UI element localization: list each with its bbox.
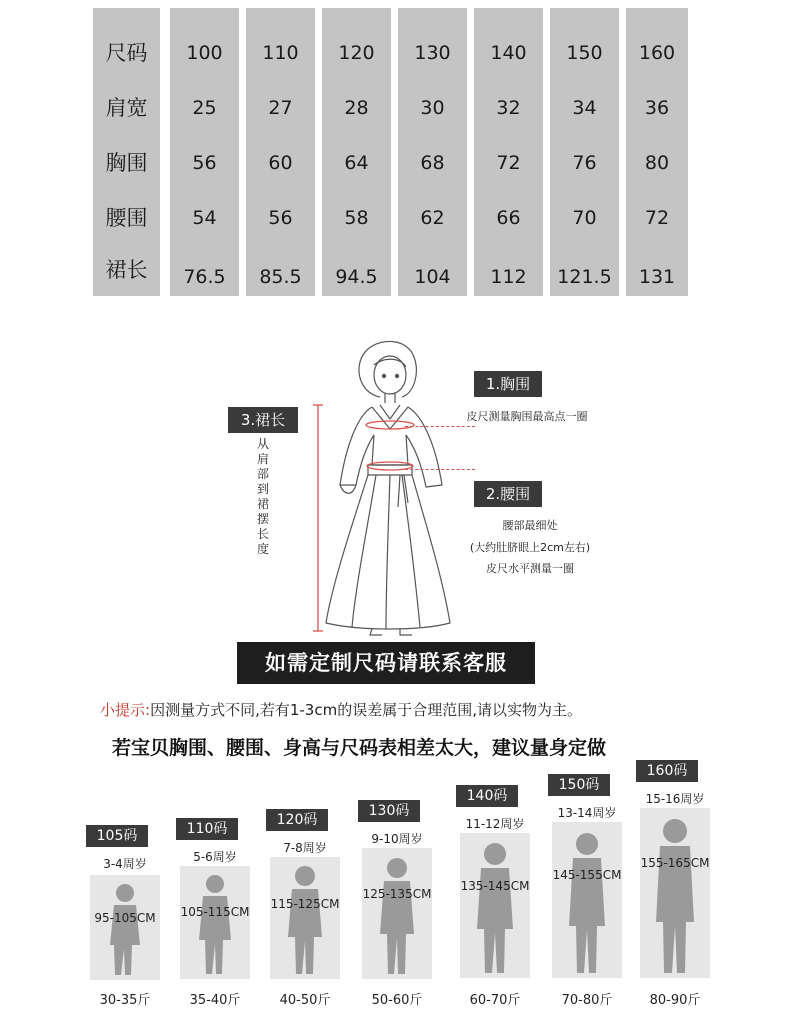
length-note-char: 肩 — [256, 452, 269, 466]
cell-size: 150 — [566, 42, 603, 64]
figure-size-tag: 130码 — [358, 800, 420, 822]
tip-lead: 小提示: — [100, 701, 151, 719]
cell-waist: 72 — [644, 207, 670, 229]
row-label-shoulder: 肩宽 — [105, 96, 148, 120]
chest-tag: 1.胸围 — [474, 371, 542, 397]
figure-height: 105-115CM — [180, 905, 250, 919]
row-label-waist: 腰围 — [105, 206, 148, 230]
length-note-char: 部 — [256, 467, 269, 481]
waist-note-line-3: 皮尺水平测量一圈 — [486, 562, 574, 575]
waist-note-line-2: (大约肚脐眼上2cm左右) — [469, 541, 591, 554]
tip-line — [100, 699, 582, 720]
figure-age: 3-4周岁 — [103, 857, 147, 871]
figure-weight: 30-35斤 — [99, 993, 151, 1008]
cell-length: 76.5 — [183, 266, 226, 288]
child-silhouette — [460, 833, 530, 978]
size-column — [474, 8, 543, 296]
cell-chest: 72 — [496, 152, 521, 174]
cell-length: 104 — [414, 266, 451, 288]
length-note-char: 摆 — [256, 512, 269, 526]
cell-chest: 56 — [192, 152, 217, 174]
custom-size-banner: 如需定制尺码请联系客服 — [237, 642, 535, 684]
cell-length: 85.5 — [259, 266, 302, 288]
figure-age: 15-16周岁 — [645, 792, 705, 806]
figure-size-tag: 160码 — [636, 760, 698, 782]
length-tag: 3.裙长 — [228, 407, 298, 433]
figure-height: 115-125CM — [270, 897, 340, 911]
figure-height: 155-165CM — [640, 856, 710, 870]
cell-shoulder: 28 — [344, 97, 369, 119]
cell-size: 110 — [262, 42, 299, 64]
figure-age: 5-6周岁 — [193, 850, 237, 864]
tip-text: 因测量方式不同,若有1-3cm的误差属于合理范围,请以实物为主。 — [150, 701, 582, 719]
cell-length: 94.5 — [335, 266, 378, 288]
cell-chest: 68 — [420, 152, 445, 174]
figure-height: 125-135CM — [362, 887, 432, 901]
figure-height: 145-155CM — [552, 868, 622, 882]
cell-waist: 58 — [344, 207, 369, 229]
cell-length: 121.5 — [557, 266, 612, 288]
cell-shoulder: 32 — [496, 97, 521, 119]
cell-waist: 66 — [496, 207, 521, 229]
chest-note: 皮尺测量胸围最高点一圈 — [466, 410, 588, 423]
child-silhouette — [552, 822, 622, 978]
figure-weight: 50-60斤 — [371, 993, 423, 1008]
row-label-length: 裙长 — [105, 258, 148, 282]
hanfu-girl-illustration — [300, 335, 500, 637]
waist-note-line-1: 腰部最细处 — [502, 519, 558, 532]
size-column — [322, 8, 391, 296]
length-guide-line — [312, 403, 324, 633]
length-note-char: 度 — [256, 542, 269, 556]
figure-size-tag: 140码 — [456, 785, 518, 807]
cell-size: 160 — [638, 42, 676, 64]
cell-waist: 56 — [268, 207, 293, 229]
figure-weight: 40-50斤 — [279, 993, 331, 1008]
row-label-size: 尺码 — [105, 41, 148, 65]
length-note-char: 长 — [256, 527, 269, 541]
figure-age: 13-14周岁 — [557, 806, 617, 820]
figure-weight: 35-40斤 — [189, 993, 241, 1008]
cell-chest: 64 — [344, 152, 369, 174]
figure-age: 7-8周岁 — [283, 841, 327, 855]
size-column — [626, 8, 688, 296]
size-column — [398, 8, 467, 296]
chest-pointer — [405, 426, 475, 427]
cell-size: 130 — [414, 42, 451, 64]
child-silhouette — [362, 848, 432, 979]
size-column — [170, 8, 239, 296]
figure-height: 95-105CM — [94, 911, 156, 925]
figure-weight: 70-80斤 — [561, 993, 613, 1008]
figure-height: 135-145CM — [460, 879, 530, 893]
cell-shoulder: 34 — [572, 97, 597, 119]
figure-age: 9-10周岁 — [371, 832, 423, 846]
size-column — [550, 8, 619, 296]
figure-weight: 60-70斤 — [469, 993, 521, 1008]
cell-length: 131 — [638, 266, 676, 288]
cell-shoulder: 25 — [192, 97, 217, 119]
cell-length: 112 — [490, 266, 527, 288]
waist-tag: 2.腰围 — [474, 481, 542, 507]
cell-shoulder: 27 — [268, 97, 293, 119]
child-silhouette — [270, 857, 340, 979]
cell-chest: 80 — [644, 152, 670, 174]
cell-waist: 62 — [420, 207, 445, 229]
cell-waist: 70 — [572, 207, 597, 229]
figure-age: 11-12周岁 — [465, 817, 525, 831]
row-label-chest: 胸围 — [105, 151, 148, 175]
cell-size: 140 — [490, 42, 527, 64]
cell-shoulder: 30 — [420, 97, 445, 119]
cell-chest: 76 — [572, 152, 597, 174]
figure-size-tag: 120码 — [266, 809, 328, 831]
advice-heading: 若宝贝胸围、腰围、身高与尺码表相差太大，建议量身定做 — [112, 737, 607, 759]
cell-chest: 60 — [268, 152, 293, 174]
cell-size: 100 — [186, 42, 223, 64]
length-note-char: 裙 — [256, 497, 269, 511]
cell-size: 120 — [338, 42, 375, 64]
child-silhouette — [180, 866, 250, 979]
child-silhouette — [90, 875, 160, 980]
size-column — [246, 8, 315, 296]
figure-size-tag: 150码 — [548, 774, 610, 796]
size-table-header-column — [93, 8, 160, 296]
figure-size-tag: 110码 — [176, 818, 238, 840]
child-silhouette — [640, 808, 710, 978]
cell-waist: 54 — [192, 207, 217, 229]
cell-shoulder: 36 — [644, 97, 670, 119]
waist-pointer — [405, 469, 475, 470]
length-note-char: 到 — [256, 482, 269, 496]
length-note-char: 从 — [256, 437, 269, 451]
figure-weight: 80-90斤 — [649, 993, 701, 1008]
figure-size-tag: 105码 — [86, 825, 148, 847]
